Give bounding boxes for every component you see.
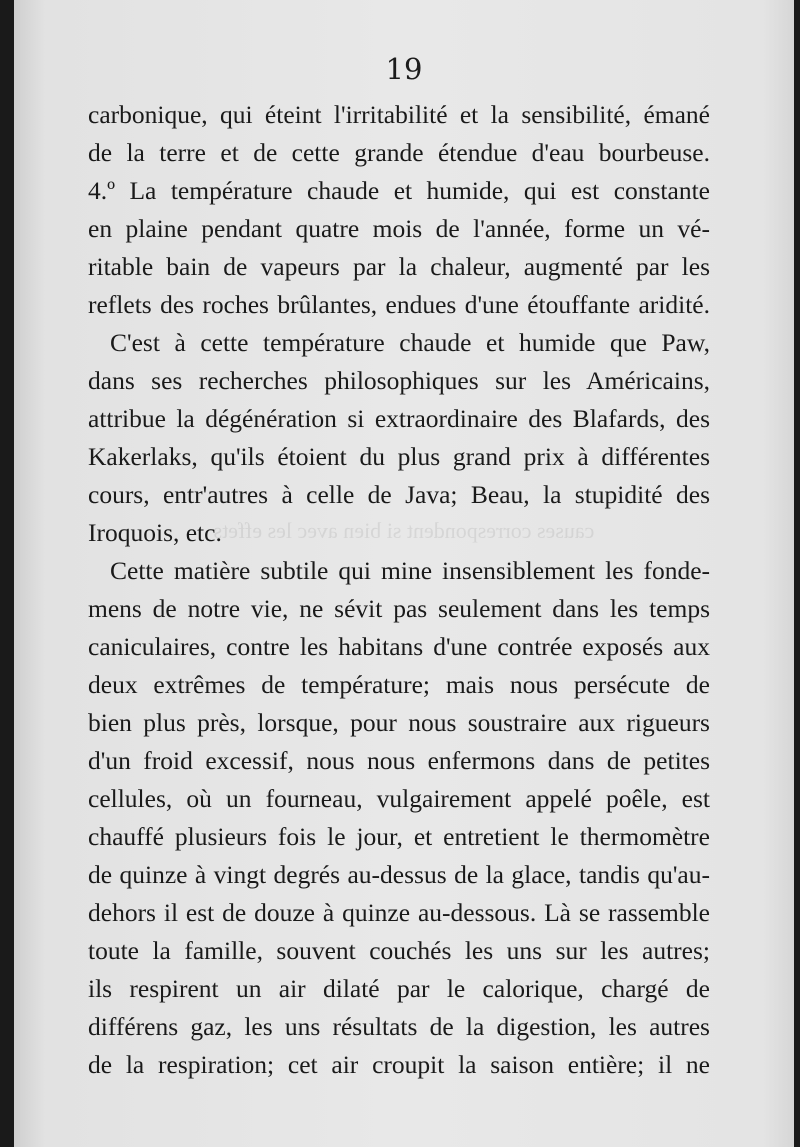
text-line-19: cellules, où un fourneau, vulgairement appelé poêle, est (88, 784, 710, 813)
page-number: 19 (385, 52, 423, 86)
bleed-through-text: causes correspondent si bien avec les effets (213, 518, 595, 543)
text-line-14: mens de notre vie, ne sévit pas seulement dans les temps (88, 594, 710, 623)
text-line-21: de quinze à vingt degrés au-dessus de la glace, tandis qu'au- (88, 860, 710, 889)
text-line-3: 4.º La température chaude et humide, qui est constante (88, 176, 710, 205)
text-line-11: cours, entr'autres à celle de Java; Beau, la stupidité des (88, 480, 710, 509)
text-line-17: bien plus près, lorsque, pour nous soustraire aux rigueurs (88, 708, 710, 737)
text-line-8: dans ses recherches philosophiques sur les Américains, (88, 366, 710, 395)
text-line-2: de la terre et de cette grande étendue d'eau bourbeuse. (88, 138, 710, 167)
text-line-4: en plaine pendant quatre mois de l'année, forme un vé- (88, 214, 710, 243)
text-line-1: carbonique, qui éteint l'irritabilité et la sensibilité, émané (88, 100, 710, 129)
text-line-13: Cette matière subtile qui mine insensiblement les fonde- (110, 556, 710, 585)
text-line-20: chauffé plusieurs fois le jour, et entretient le thermomètre (88, 822, 710, 851)
text-line-25: différens gaz, les uns résultats de la digestion, les autres (88, 1012, 710, 1041)
text-line-9: attribue la dégénération si extraordinaire des Blafards, des (88, 404, 710, 433)
text-line-26: de la respiration; cet air croupit la saison entière; il ne (88, 1050, 710, 1079)
text-line-24: ils respirent un air dilaté par le calorique, chargé de (88, 974, 710, 1003)
text-line-7: C'est à cette température chaude et humide que Paw, (110, 328, 710, 357)
text-line-22: dehors il est de douze à quinze au-dessous. Là se rassemble (88, 898, 710, 927)
text-line-23: toute la famille, souvent couchés les uns sur les autres; (88, 936, 710, 965)
book-page (14, 0, 794, 1147)
text-line-18: d'un froid excessif, nous nous enfermons dans de petites (88, 746, 710, 775)
text-line-5: ritable bain de vapeurs par la chaleur, augmenté par les (88, 252, 710, 281)
text-line-16: deux extrêmes de température; mais nous persécute de (88, 670, 710, 699)
text-line-12: Iroquois, etc. (88, 518, 222, 547)
text-line-15: caniculaires, contre les habitans d'une contrée exposés aux (88, 632, 710, 661)
text-line-6: reflets des roches brûlantes, endues d'une étouffante aridité. (88, 290, 710, 319)
text-line-10: Kakerlaks, qu'ils étoient du plus grand prix à différentes (88, 442, 710, 471)
